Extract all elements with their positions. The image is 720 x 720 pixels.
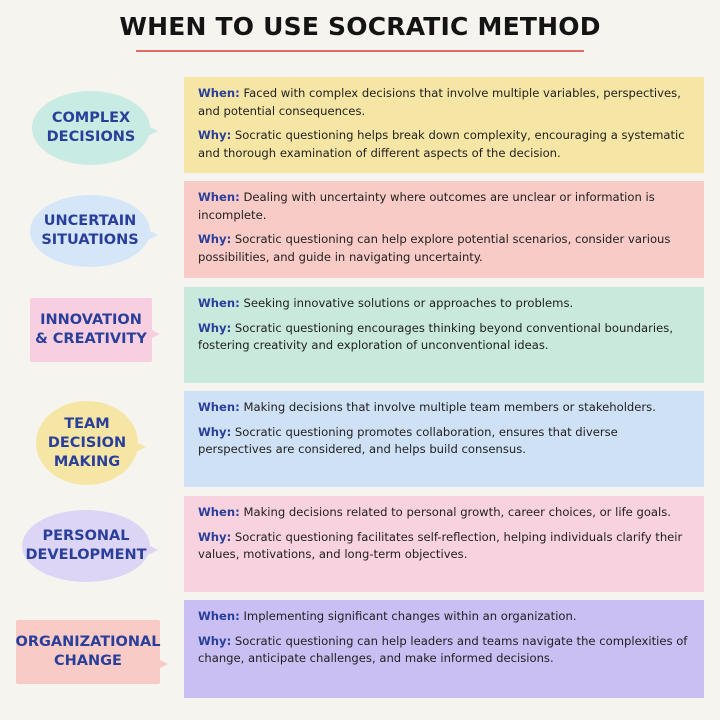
when-text (198, 399, 692, 417)
why-text (198, 127, 692, 162)
why-label: Why: (198, 424, 232, 439)
why-label: Why: (198, 529, 232, 544)
row (0, 77, 720, 173)
when-value: Faced with complex decisions that involve multiple variables, perspectives, and potential consequences. (198, 86, 681, 118)
when-label: When: (198, 190, 240, 204)
why-value: Socratic questioning can help leaders and teams navigate the complexities of change, anticipate challenges, and make informed decisions. (198, 633, 688, 665)
category-badge (32, 91, 150, 165)
when-value: Dealing with uncertainty where outcomes are unclear or information is incomplete. (198, 190, 655, 222)
when-value: Seeking innovative solutions or approaches to problems. (239, 296, 574, 310)
when-text (198, 189, 692, 224)
row (0, 496, 720, 592)
category-badge (30, 195, 150, 267)
badge-label: INNOVATION & CREATIVITY (35, 312, 147, 347)
why-text (198, 424, 692, 459)
badge-label: UNCERTAIN SITUATIONS (41, 213, 139, 248)
category-badge (30, 298, 152, 362)
when-text (198, 295, 692, 313)
why-value: Socratic questioning can help explore potential scenarios, consider various possibilities, and guide in navigating uncertainty. (198, 232, 671, 264)
description-card (184, 391, 704, 487)
why-value: Socratic questioning encourages thinking beyond conventional boundaries, fostering creativity and exploration of unconventional ideas. (198, 320, 674, 352)
when-label: When: (198, 400, 240, 414)
title-underline (136, 50, 584, 52)
row (0, 391, 720, 487)
badge-wrapper (30, 195, 150, 267)
why-label: Why: (198, 633, 232, 648)
why-value: Socratic questioning promotes collaboration, ensures that diverse perspectives are considered, and helps build consensus. (198, 424, 618, 456)
category-badge (36, 401, 138, 485)
why-text (198, 633, 692, 668)
description-card (184, 496, 704, 592)
row (0, 600, 720, 698)
when-label: When: (198, 505, 240, 519)
why-text (198, 231, 692, 266)
badge-wrapper (36, 401, 138, 485)
description-card (184, 77, 704, 173)
description-card (184, 600, 704, 698)
category-badge (16, 620, 160, 684)
category-badge (22, 510, 150, 582)
why-value: Socratic questioning facilitates self-reflection, helping individuals clarify their values, motivations, and long-term objectives. (198, 529, 683, 561)
when-text (198, 85, 692, 120)
when-value: Implementing significant changes within an organization. (239, 609, 577, 623)
when-label: When: (198, 296, 240, 310)
why-text (198, 320, 692, 355)
badge-label: ORGANIZATIONAL CHANGE (15, 634, 161, 669)
badge-label: TEAM DECISION MAKING (47, 415, 127, 470)
badge-wrapper (22, 510, 150, 582)
when-value: Making decisions related to personal growth, career choices, or life goals. (239, 505, 671, 519)
why-text (198, 529, 692, 564)
row (0, 287, 720, 383)
when-label: When: (198, 609, 240, 623)
badge-wrapper (32, 91, 150, 165)
why-label: Why: (198, 320, 232, 335)
when-value: Making decisions that involve multiple team members or stakeholders. (239, 400, 656, 414)
description-card (184, 287, 704, 383)
badge-wrapper (16, 620, 160, 684)
why-label: Why: (198, 232, 232, 246)
page-title: WHEN TO USE SOCRATIC METHOD (119, 12, 601, 41)
badge-wrapper (30, 298, 152, 362)
description-card (184, 181, 704, 278)
badge-label: COMPLEX DECISIONS (46, 110, 136, 145)
row (0, 181, 720, 278)
why-label: Why: (198, 128, 232, 142)
when-label: When: (198, 86, 240, 100)
badge-label: PERSONAL DEVELOPMENT (25, 528, 147, 563)
when-text (198, 504, 692, 522)
when-text (198, 608, 692, 626)
why-value: Socratic questioning helps break down complexity, encouraging a systematic and thorough examination of different aspects of the decision. (198, 128, 685, 160)
